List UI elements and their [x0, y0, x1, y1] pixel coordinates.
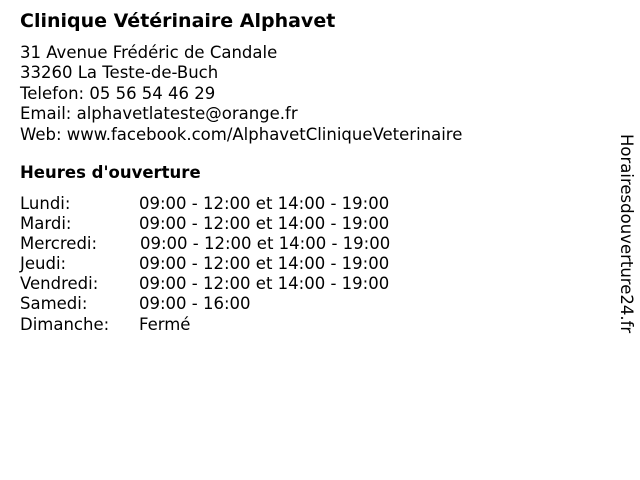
- time-value: 09:00 - 12:00 et 14:00 - 19:00: [139, 254, 390, 274]
- site-watermark: Horairesdouverture24.fr: [617, 134, 636, 334]
- hours-row-tuesday: [20, 214, 440, 234]
- time-value: 09:00 - 16:00: [139, 294, 251, 314]
- hours-row-thursday: [20, 254, 440, 274]
- email-line: Email: alphavetlateste@orange.fr: [20, 104, 298, 124]
- time-value: 09:00 - 12:00 et 14:00 - 19:00: [139, 194, 390, 213]
- opening-hours-list: [20, 194, 440, 335]
- day-label: Dimanche:: [20, 314, 110, 334]
- hours-row-wednesday: [20, 234, 440, 254]
- hours-heading: Heures d'ouverture: [20, 163, 201, 182]
- hours-row-monday: [20, 194, 440, 214]
- time-value: 09:00 - 12:00 et 14:00 - 19:00: [140, 234, 391, 254]
- time-value: 09:00 - 12:00 et 14:00 - 19:00: [139, 214, 390, 234]
- address-line-2: 33260 La Teste-de-Buch: [20, 63, 219, 83]
- day-label: Samedi:: [20, 294, 88, 314]
- hours-row-friday: [20, 274, 440, 294]
- address-line-1: 31 Avenue Frédéric de Candale: [20, 43, 278, 62]
- time-value: 09:00 - 12:00 et 14:00 - 19:00: [139, 274, 390, 294]
- hours-row-saturday: [20, 294, 440, 314]
- day-label: Jeudi:: [20, 254, 67, 274]
- business-info: [20, 43, 462, 145]
- time-value: Fermé: [139, 314, 191, 334]
- hours-row-sunday: [20, 315, 440, 335]
- web-line: Web: www.facebook.com/AlphavetCliniqueVeterinaire: [20, 124, 463, 144]
- day-label: Vendredi:: [20, 274, 99, 294]
- day-label: Mercredi:: [20, 234, 98, 254]
- phone-line: Telefon: 05 56 54 46 29: [20, 83, 216, 103]
- day-label: Mardi:: [20, 214, 72, 234]
- day-label: Lundi:: [20, 194, 71, 213]
- business-name: Clinique Vétérinaire Alphavet: [20, 10, 336, 32]
